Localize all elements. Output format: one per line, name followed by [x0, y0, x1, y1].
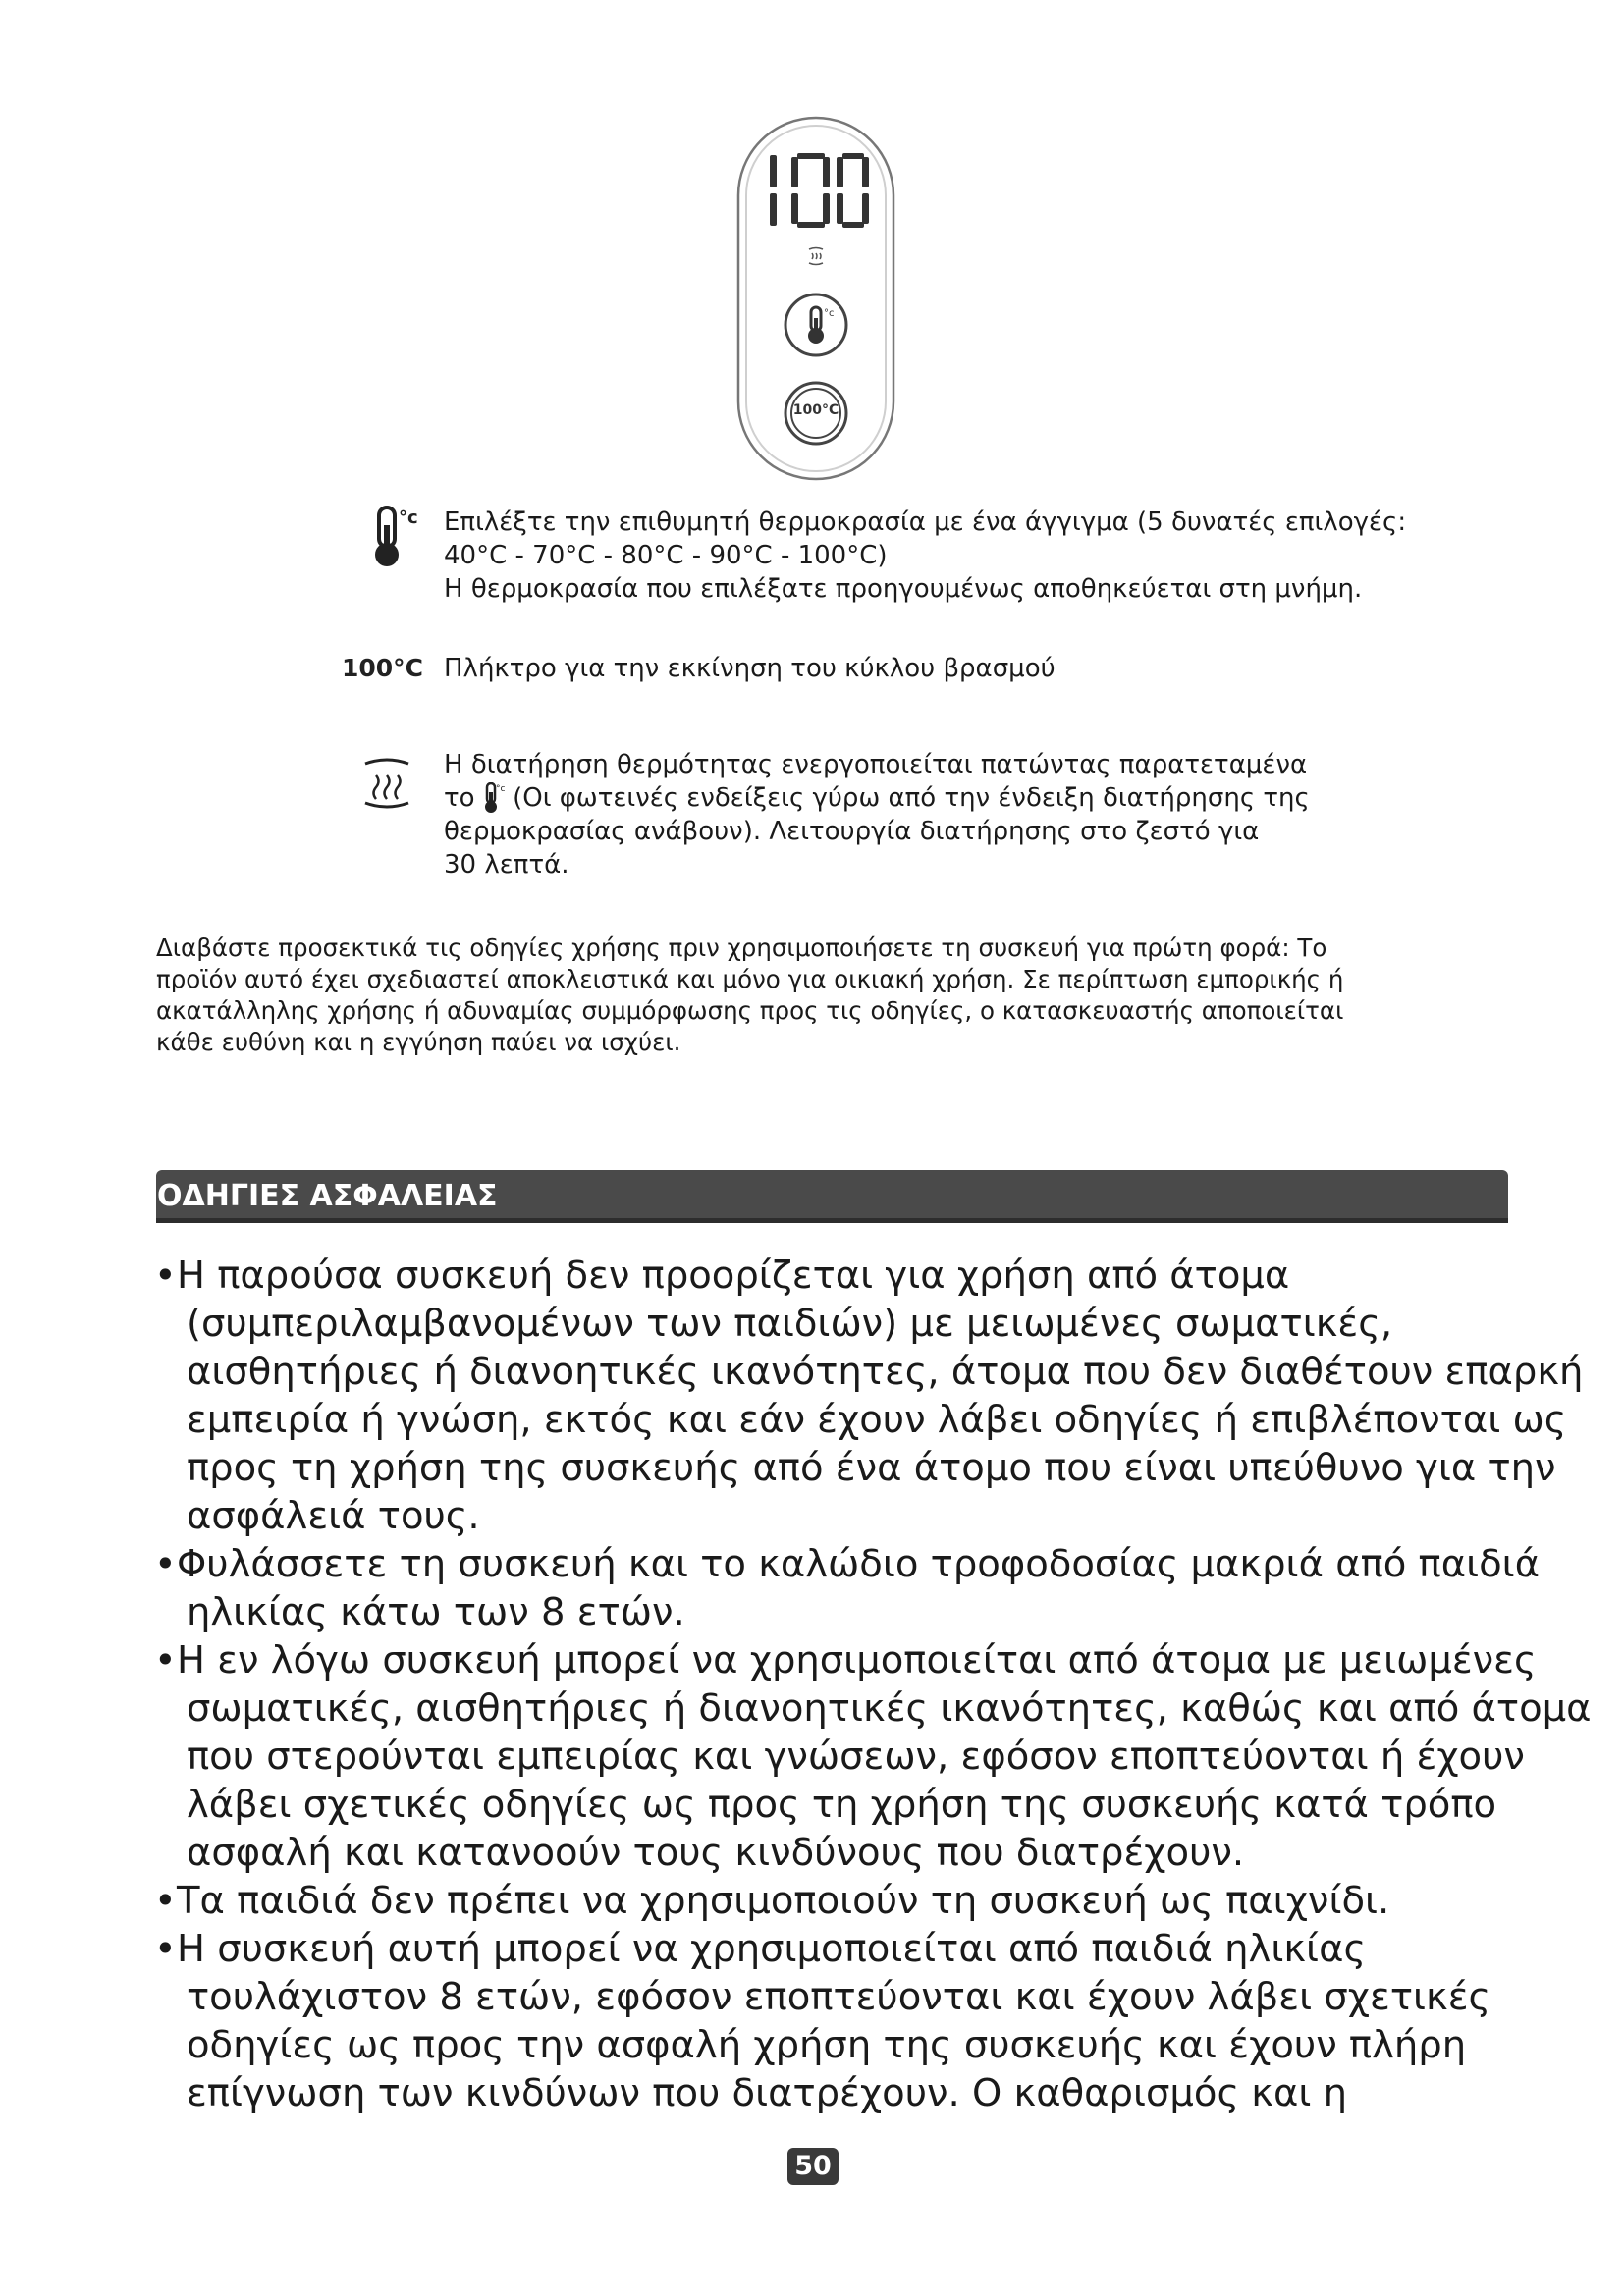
bullet-point: • — [154, 1542, 177, 1586]
usage-notice-paragraph: Διαβάστε προσεκτικά τις οδηγίες χρήσης πριν χρησιμοποιήσετε τη συσκευή για πρώτη φορά: Το προϊόν αυτό έχει σχεδιαστεί αποκλειστικά και μόνο για οικιακή χρήση. Σε περίπτωση εμπορικής ή ακατάλληλης χρήσης ή αδυναμίας συμμόρφωσης προς τις οδηγίες, ο κατασκευαστής αποποιείται κάθε ευθύνη και η εγγύηση παύει να ισχύει. — [156, 934, 1344, 1056]
svg-text:°c: °c — [824, 308, 835, 319]
temperature-display — [760, 151, 872, 230]
inline-thermometer-icon — [483, 782, 505, 814]
temperature-select-button[interactable] — [782, 291, 850, 359]
svg-text:°c: °c — [399, 507, 418, 528]
boil-button[interactable] — [782, 379, 850, 448]
boil-label-icon: 100°C — [342, 654, 424, 682]
list-item: • Η συσκευή αυτή μπορεί να χρησιμοποιείται από παιδιά ηλικίας τουλάχιστον 8 ετών, εφόσον εποπτεύονται και έχουν λάβει σχετικές οδηγίες ως προς την ασφαλή χρήση της συσκευής και έχουν πλήρη επίγνωση των κινδύνων που διατρέχουν. Ο καθαρισμός και η — [154, 1927, 1491, 2115]
list-item: • Φυλάσσετε τη συσκευή και το καλώδιο τροφοδοσίας μακριά από παιδιά ηλικίας κάτω των 8 ετών. — [154, 1542, 1541, 1634]
keep-warm-icon — [359, 754, 414, 813]
legend-temperature-text: Επιλέξτε την επιθυμητή θερμοκρασία με ένα άγγιγμα (5 δυνατές επιλογές: 40°C - 70°C - 80°C - 90°C - 100°C) Η θερμοκρασία που επιλέξατε προηγουμένως αποθηκεύεται στη μνήμη. — [444, 507, 1407, 604]
legend-keep-warm-text: Η διατήρηση θερμότητας ενεργοποιείται πατώντας παρατεταμένα το °c (Οι φωτεινές ενδείξεις γύρω από την ένδειξη διατήρησης της θερμοκρασίας ανάβουν). Λειτουργία διατήρησης στο ζεστό για 30 λεπτά. — [444, 750, 1310, 880]
bullet-point: • — [154, 1254, 177, 1298]
safety-instructions-list — [154, 1252, 1592, 2117]
list-item: • Τα παιδιά δεν πρέπει να χρησιμοποιούν τη συσκευή ως παιχνίδι. — [154, 1879, 1390, 1923]
bullet-point: • — [154, 1638, 177, 1682]
bullet-point: • — [154, 1927, 177, 1971]
legend-boil-text: Πλήκτρο για την εκκίνηση του κύκλου βρασμού — [444, 654, 1056, 683]
list-item: • Η παρούσα συσκευή δεν προορίζεται για χρήση από άτομα (συμπεριλαμβανομένων των παιδιών) με μειωμένες σωματικές, αισθητήριες ή διανοητικές ικανότητες, άτομα που δεν διαθέτουν επαρκή εμπειρία ή γνώση, εκτός και εάν έχουν λάβει οδηγίες ή επιβλέπονται ως προς τη χρήση της συσκευής από ένα άτομο που είναι υπεύθυνο για την ασφάλειά τους. — [154, 1254, 1584, 1538]
kettle-control-panel — [736, 116, 895, 481]
keep-warm-indicator-icon — [805, 245, 827, 267]
svg-text:°c: °c — [495, 784, 505, 794]
list-item: • Η εν λόγω συσκευή μπορεί να χρησιμοποιείται από άτομα με μειωμένες σωματικές, αισθητήριες ή διανοητικές ικανότητες, καθώς και από άτομα που στερούνται εμπειρίας και γνώσεων, εφόσον εποπτεύονται ή έχουν λάβει σχετικές οδηγίες ως προς τη χρήση της συσκευής κατά τρόπο ασφαλή και κατανοούν τους κινδύνους που διατρέχουν. — [154, 1638, 1592, 1875]
section-title: ΟΔΗΓΙΕΣ ΑΣΦΑΛΕΙΑΣ — [157, 1179, 498, 1213]
bullet-point: • — [154, 1879, 177, 1923]
page-number: 50 — [787, 2148, 839, 2185]
boil-button-label: 100°C — [792, 402, 839, 418]
thermometer-icon — [371, 506, 426, 568]
